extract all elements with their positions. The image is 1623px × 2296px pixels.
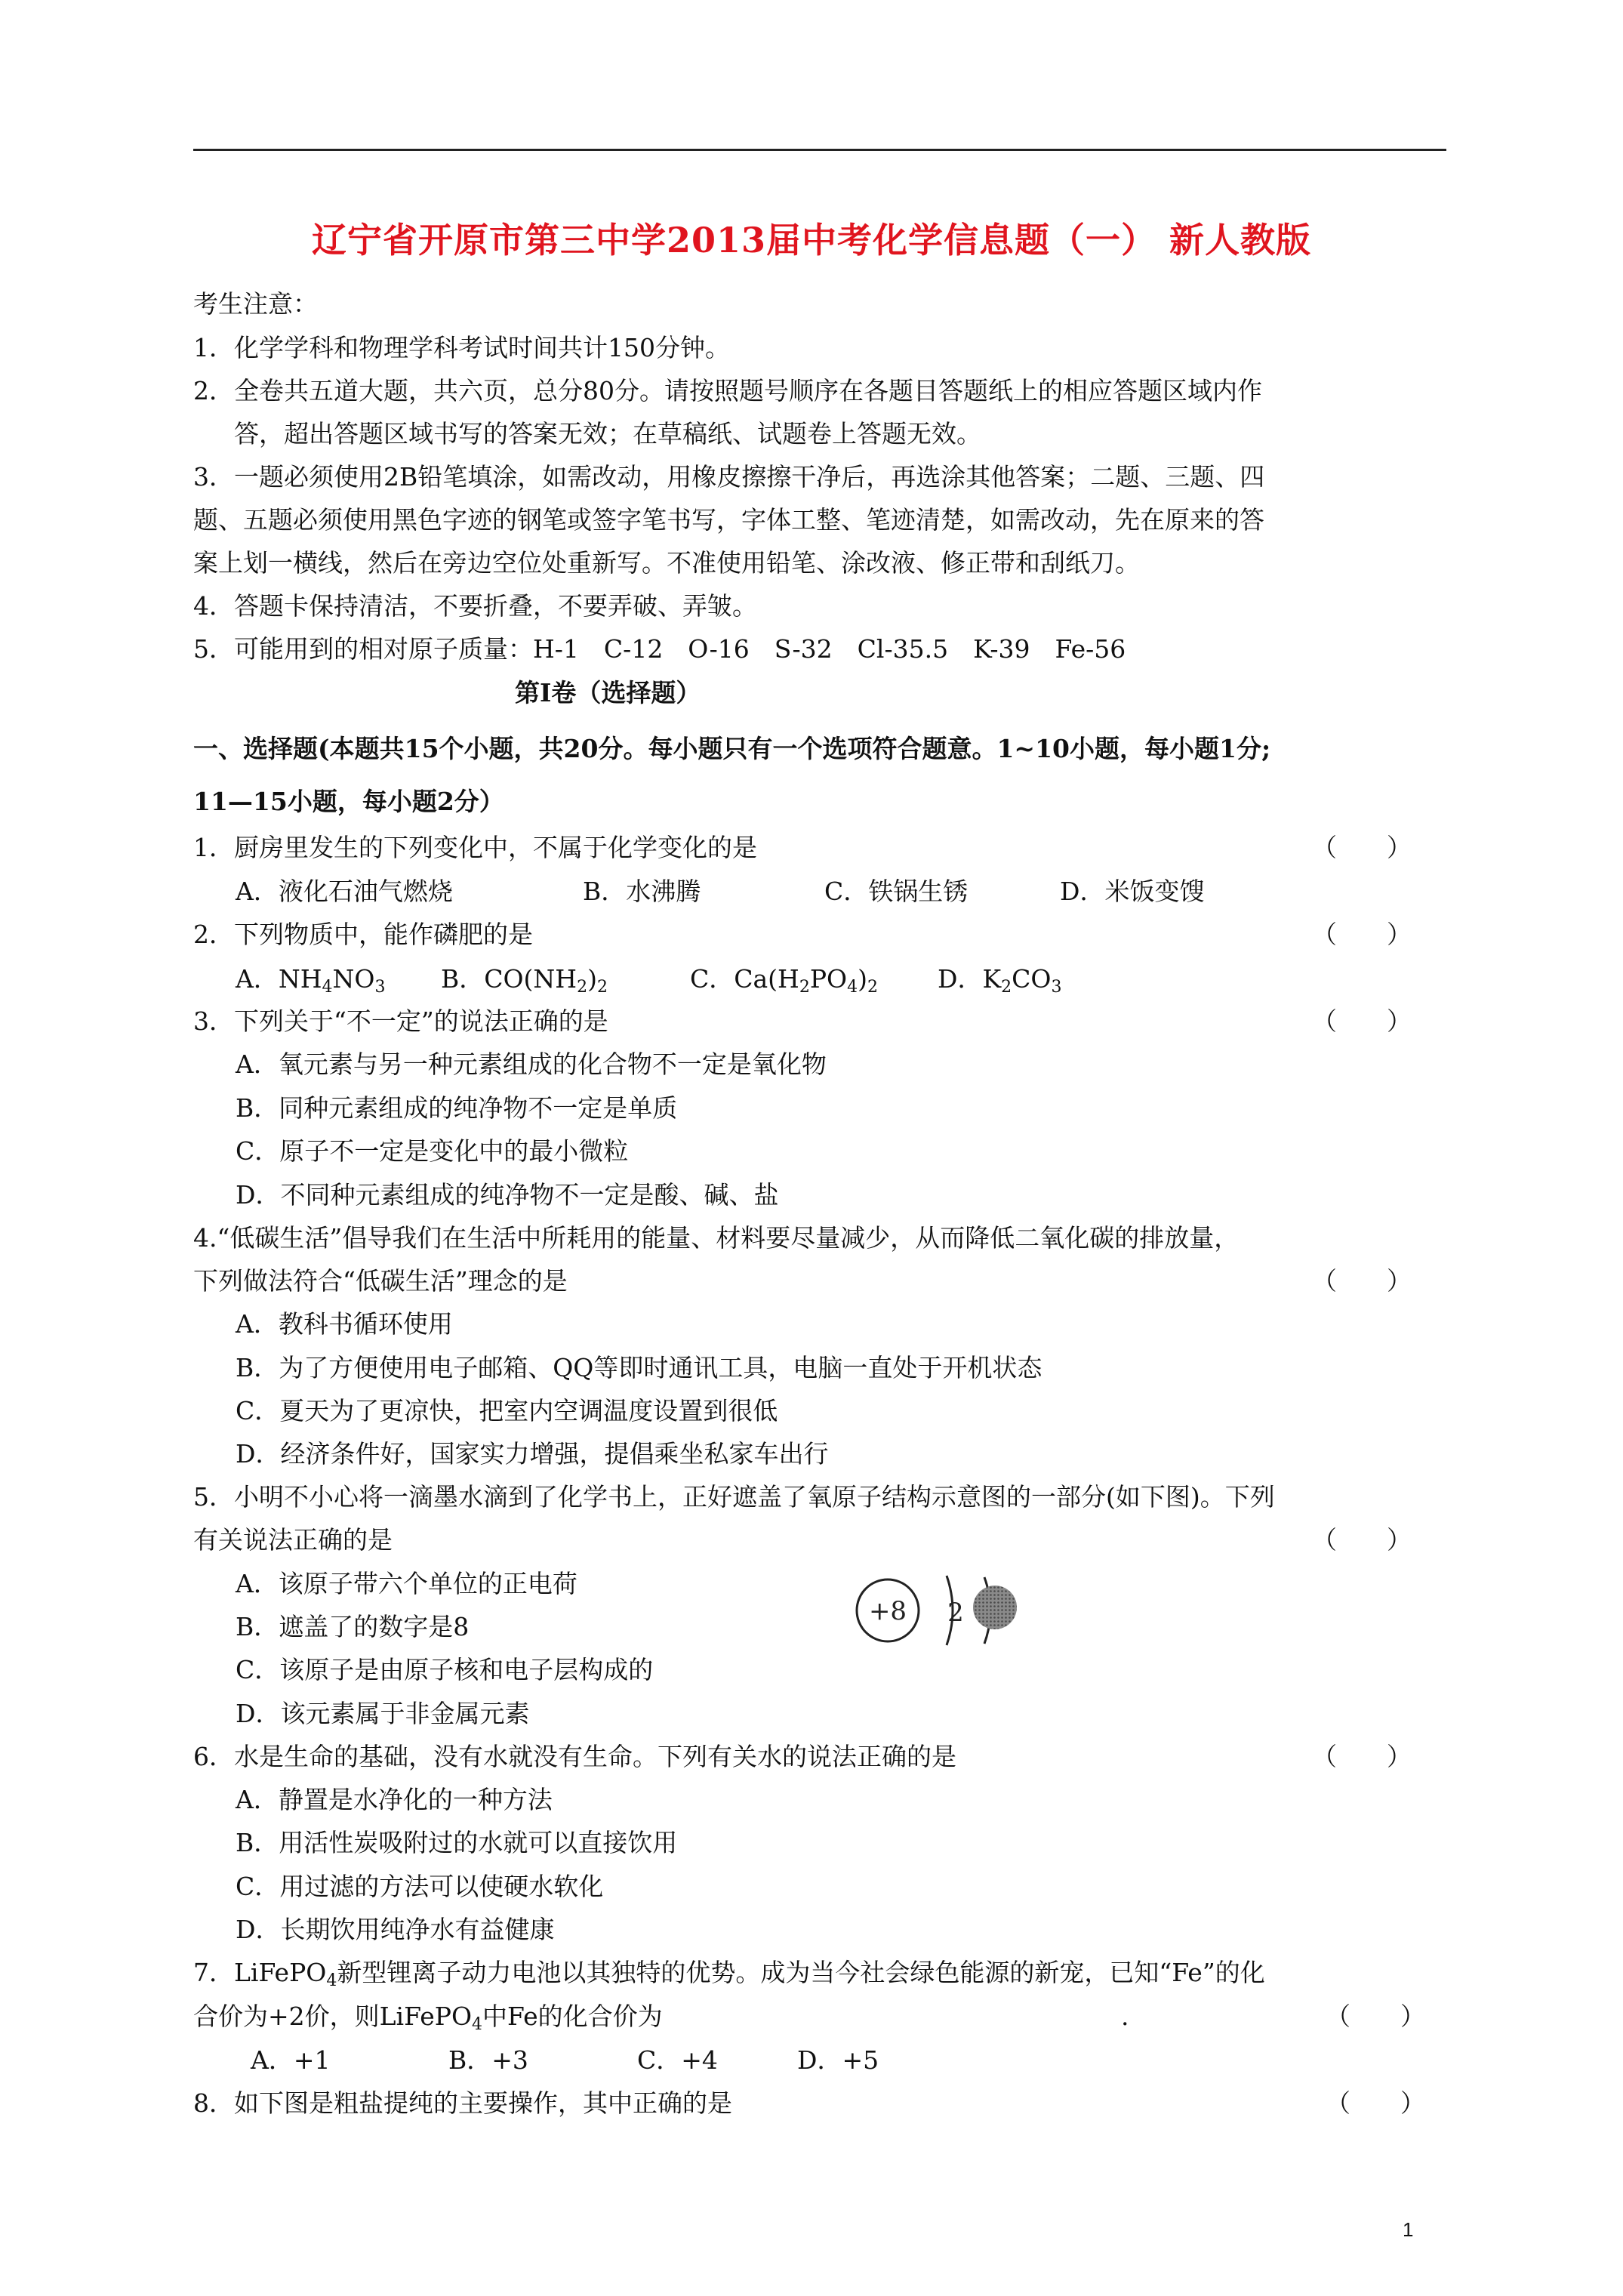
question-5-stem: 5．小明不小心将一滴墨水滴到了化学书上，正好遮盖了氧原子结构示意图的一部分(如下图)。下列 bbox=[193, 1482, 1275, 1512]
option-c: C．$Ca(H_2PO_4)_2$ bbox=[690, 964, 878, 997]
oxygen-atom-structure-diagram bbox=[845, 1567, 1027, 1657]
notice-item: 4．答题卡保持清洁，不要折叠，不要弄破、弄皱。 bbox=[193, 591, 757, 621]
notice-item: 题、五题必须使用黑色字迹的钢笔或签字笔书写，字体工整、笔迹清楚，如需改动，先在原来的答 bbox=[193, 505, 1264, 535]
answer-paren: （ ） bbox=[1326, 2002, 1425, 2031]
notice-item: 2．全卷共五道大题，共六页，总分80分。请按照题号顺序在各题目答题纸上的相应答题区域内作 bbox=[193, 376, 1262, 405]
notice-item: 答，超出答题区域书写的答案无效；在草稿纸、试题卷上答题无效。 bbox=[234, 419, 981, 448]
answer-paren: （ ） bbox=[1326, 2088, 1425, 2118]
option-b: B．为了方便使用电子邮箱、QQ等即时通讯工具，电脑一直处于开机状态 bbox=[236, 1353, 1042, 1382]
nucleus-charge: +8 bbox=[868, 1596, 907, 1626]
option-a: A．+1 bbox=[251, 2045, 331, 2075]
option-a: A．该原子带六个单位的正电荷 bbox=[236, 1569, 577, 1598]
option-d: D．该元素属于非金属元素 bbox=[236, 1699, 530, 1728]
option-c: C．铁锅生锈 bbox=[824, 877, 969, 906]
answer-paren: （ ） bbox=[1312, 1525, 1412, 1555]
option-d: D．长期饮用纯净水有益健康 bbox=[236, 1915, 555, 1944]
answer-paren: （ ） bbox=[1312, 1742, 1412, 1771]
part1-instructions: 一、选择题(本题共15个小题，共20分。每小题只有一个选项符合题意。1~10小题，每小题1分; bbox=[193, 734, 1271, 763]
option-d: D．不同种元素组成的纯净物不一定是酸、碱、盐 bbox=[236, 1180, 779, 1210]
option-d: D．米饭变馊 bbox=[1060, 877, 1205, 906]
option-d: D．+5 bbox=[797, 2045, 879, 2075]
answer-paren: （ ） bbox=[1312, 920, 1412, 949]
option-b: B．+3 bbox=[448, 2045, 528, 2075]
part1-instructions: 11—15小题，每小题2分） bbox=[193, 787, 504, 816]
question-5-stem: 有关说法正确的是 bbox=[193, 1525, 393, 1555]
question-8-stem: 8．如下图是粗盐提纯的主要操作，其中正确的是 bbox=[193, 2088, 732, 2118]
option-a: A．氧元素与另一种元素组成的化合物不一定是氧化物 bbox=[236, 1049, 827, 1079]
option-b: B．用活性炭吸附过的水就可以直接饮用 bbox=[236, 1828, 678, 1857]
question-1-stem: 1．厨房里发生的下列变化中，不属于化学变化的是 bbox=[193, 833, 757, 862]
question-4-stem: 4.“低碳生活”倡导我们在生活中所耗用的能量、材料要尽量减少，从而降低二氧化碳的排放量， bbox=[193, 1223, 1240, 1253]
question-6-stem: 6．水是生命的基础，没有水就没有生命。下列有关水的说法正确的是 bbox=[193, 1742, 956, 1771]
option-b: B．同种元素组成的纯净物不一定是单质 bbox=[236, 1093, 678, 1123]
answer-paren: （ ） bbox=[1312, 1266, 1412, 1296]
question-3-stem: 3．下列关于“不一定”的说法正确的是 bbox=[193, 1006, 608, 1036]
question-2-options bbox=[236, 964, 1062, 997]
ink-blot bbox=[973, 1586, 1017, 1629]
answer-paren: （ ） bbox=[1312, 833, 1412, 862]
question-1-options bbox=[236, 877, 1204, 907]
option-c: C．夏天为了更凉快，把室内空调温度设置到很低 bbox=[236, 1396, 778, 1425]
notice-item: 案上划一横线，然后在旁边空位处重新写。不准使用铅笔、涂改液、修正带和刮纸刀。 bbox=[193, 548, 1140, 578]
option-d: D．经济条件好，国家实力增强，提倡乘坐私家车出行 bbox=[236, 1439, 829, 1469]
option-c: C．用过滤的方法可以使硬水软化 bbox=[236, 1872, 604, 1901]
notice-heading: 考生注意： bbox=[193, 289, 318, 319]
header-rule bbox=[193, 149, 1446, 151]
section-title: 第Ⅰ卷（选择题） bbox=[515, 678, 701, 707]
notice-item: 5．可能用到的相对原子质量：H-1 C-12 O-16 S-32 Cl-35.5 K-39 Fe-56 bbox=[193, 634, 1126, 664]
stray-dot: . bbox=[1121, 2002, 1129, 2031]
answer-paren: （ ） bbox=[1312, 1006, 1412, 1036]
option-a: A．液化石油气燃烧 bbox=[236, 877, 453, 906]
question-4-stem: 下列做法符合“低碳生活”理念的是 bbox=[193, 1266, 568, 1296]
option-a: A．$NH_4NO_3$ bbox=[236, 964, 386, 997]
question-7-stem: 7．LiFePO$_4$新型锂离子动力电池以其独特的优势。成为当今社会绿色能源的新宠，已知“Fe”的化 bbox=[193, 1958, 1265, 1990]
page-title: 辽宁省开原市第三中学2013届中考化学信息题（一） 新人教版 bbox=[311, 220, 1312, 260]
option-c: C．原子不一定是变化中的最小微粒 bbox=[236, 1136, 629, 1166]
question-2-stem: 2．下列物质中，能作磷肥的是 bbox=[193, 920, 533, 949]
option-c: C．+4 bbox=[637, 2045, 718, 2075]
option-b: B．$CO(NH_2)_2$ bbox=[441, 964, 608, 997]
option-d: D．$K_2CO_3$ bbox=[938, 964, 1062, 997]
question-7-stem: 合价为+2价，则LiFePO$_4$中Fe的化合价为 bbox=[193, 2002, 663, 2034]
option-b: B．水沸腾 bbox=[583, 877, 701, 906]
notice-item: 1．化学学科和物理学科考试时间共计150分钟。 bbox=[193, 333, 730, 362]
option-c: C．该原子是由原子核和电子层构成的 bbox=[236, 1655, 654, 1684]
notice-item: 3．一题必须使用2B铅笔填涂，如需改动，用橡皮擦擦干净后，再选涂其他答案；二题、三题、四 bbox=[193, 462, 1265, 492]
option-a: A．教科书循环使用 bbox=[236, 1309, 453, 1339]
option-b: B．遮盖了的数字是8 bbox=[236, 1612, 470, 1641]
option-a: A．静置是水净化的一种方法 bbox=[236, 1785, 553, 1814]
question-7-options bbox=[251, 2045, 879, 2076]
page-number: 1 bbox=[1403, 2218, 1414, 2241]
shell-electron-count: 2 bbox=[947, 1598, 964, 1628]
